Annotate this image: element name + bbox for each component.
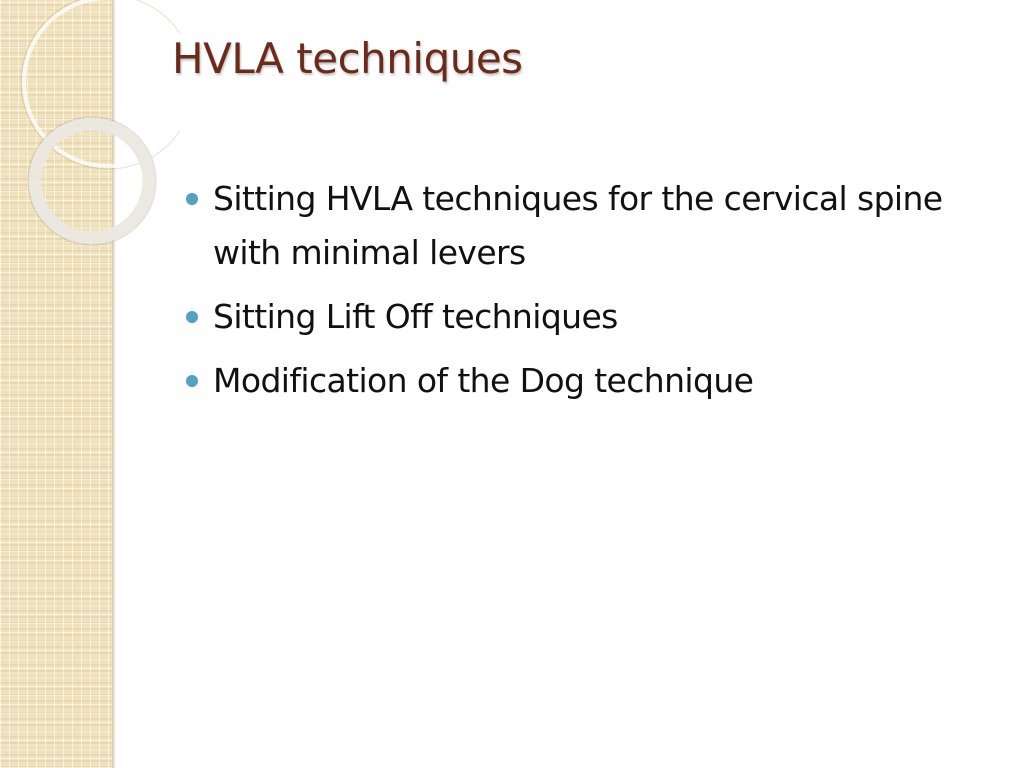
bullet-text: Modification of the Dog technique	[213, 361, 754, 400]
bullet-list	[186, 172, 976, 418]
slide-title: HVLA techniques	[172, 34, 523, 83]
bullet-item	[186, 354, 976, 408]
bullet-text: Sitting HVLA techniques for the cervical spine with minimal levers	[213, 179, 943, 272]
small-ring-shadow	[28, 117, 156, 245]
bullet-dot-icon	[186, 375, 198, 387]
bullet-dot-icon	[186, 311, 198, 323]
bullet-dot-icon	[186, 193, 198, 205]
bullet-text: Sitting Lift Off techniques	[213, 297, 618, 336]
decorative-rings	[0, 0, 180, 260]
bullet-item	[186, 290, 976, 344]
small-ring	[35, 124, 149, 238]
bullet-item	[186, 172, 976, 280]
